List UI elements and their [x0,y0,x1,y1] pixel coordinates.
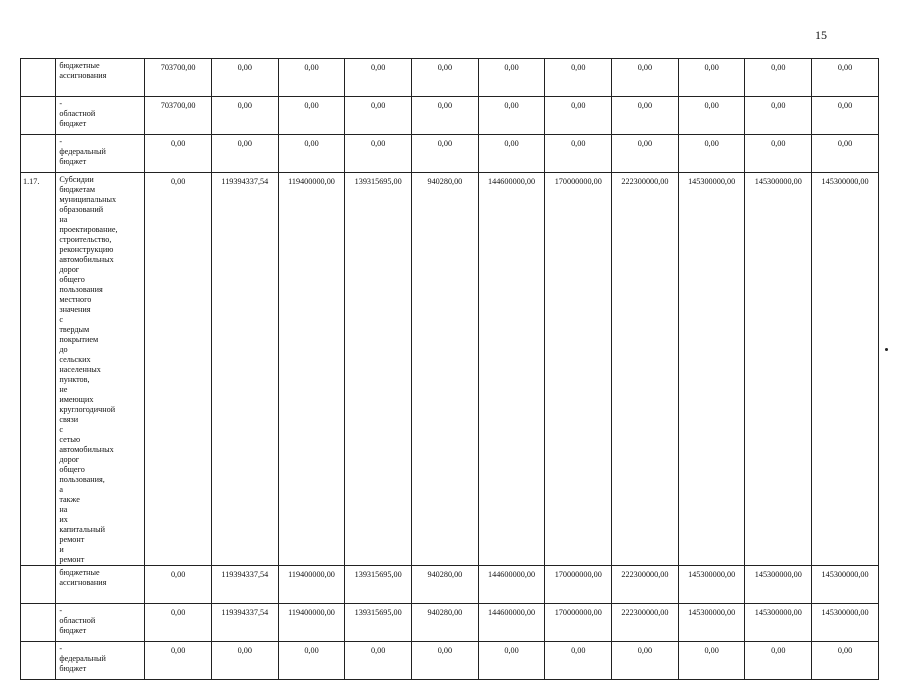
value-cell: 0,00 [412,642,479,680]
value-cell: 940280,00 [412,173,479,566]
value-cell: 139315695,00 [345,173,412,566]
value-cell: 0,00 [545,135,612,173]
row-name-word: ремонт [59,535,85,544]
row-name-word: с [59,425,63,434]
row-name-line [59,137,141,157]
value-cell: 119394337,54 [211,173,278,566]
row-name-word: федеральный [59,147,106,156]
value-cell: 0,00 [478,642,545,680]
value-cell: 0,00 [345,642,412,680]
row-name-word: областной [59,616,96,625]
value-cell: 0,00 [612,59,679,97]
budget-table [20,58,879,680]
table-row [21,642,879,680]
value-cell: 0,00 [145,642,212,680]
table-row [21,604,879,642]
value-cell: 0,00 [412,97,479,135]
row-name-word: общего [59,275,85,284]
value-cell: 145300000,00 [678,173,745,566]
value-cell: 170000000,00 [545,604,612,642]
value-cell: 0,00 [145,566,212,604]
value-cell: 0,00 [678,97,745,135]
row-name-cell [56,97,145,135]
value-cell: 0,00 [145,135,212,173]
row-name-cell [56,59,145,97]
value-cell: 0,00 [211,97,278,135]
row-name-word: дорог [59,265,80,274]
value-cell: 145300000,00 [678,604,745,642]
row-name-cell [56,604,145,642]
value-cell: 145300000,00 [812,566,879,604]
row-name-word: на [59,215,68,224]
value-cell: 145300000,00 [745,173,812,566]
page-number: 15 [815,28,827,42]
row-name-line [59,535,141,565]
row-name-word: пунктов, [59,375,90,384]
value-cell: 0,00 [745,97,812,135]
row-name-cell [56,566,145,604]
row-name-word: общего [59,465,85,474]
value-cell: 0,00 [612,642,679,680]
row-name-line: сельских [59,355,91,364]
row-name-word: сетью [59,435,81,444]
row-name-line: бюджет [59,626,87,635]
table-row [21,97,879,135]
value-cell: 0,00 [745,135,812,173]
row-name-word: - [59,137,63,146]
row-name-line [59,415,141,445]
value-cell: 0,00 [478,59,545,97]
row-name-word: также [59,495,80,504]
value-cell: 0,00 [345,135,412,173]
row-name-word: значения [59,305,91,314]
row-name-line: строительство, [59,235,112,244]
row-name-word: до [59,345,68,354]
value-cell: 0,00 [345,97,412,135]
row-name-line: круглогодичной [59,405,116,414]
row-name-word: на [59,505,68,514]
row-index-cell [21,566,56,604]
value-cell: 0,00 [211,642,278,680]
value-cell: 170000000,00 [545,566,612,604]
row-name-line [59,606,141,626]
value-cell: 0,00 [745,59,812,97]
row-name-line [59,335,141,355]
row-name-line [59,455,141,475]
value-cell: 119400000,00 [278,566,345,604]
value-cell: 145300000,00 [745,604,812,642]
row-name-line: населенных [59,365,101,374]
value-cell: 0,00 [211,135,278,173]
value-cell: 0,00 [545,642,612,680]
value-cell: 170000000,00 [545,173,612,566]
row-name-word: - [59,99,63,108]
value-cell: 0,00 [211,59,278,97]
value-cell: 0,00 [678,59,745,97]
row-name-line [59,475,141,495]
row-name-line: бюджетные [59,568,100,577]
row-index-cell [21,642,56,680]
row-name-line: пользования [59,285,103,294]
row-name-line: ассигнования [59,71,107,80]
value-cell: 0,00 [412,59,479,97]
row-name-line [59,295,141,315]
value-cell: 0,00 [812,642,879,680]
value-cell: 222300000,00 [612,604,679,642]
value-cell: 940280,00 [412,604,479,642]
value-cell: 145300000,00 [745,566,812,604]
row-name-line: имеющих [59,395,94,404]
row-name-line: автомобильных [59,255,114,264]
row-name-word: твердым [59,325,90,334]
value-cell: 144600000,00 [478,566,545,604]
value-cell: 0,00 [545,97,612,135]
row-name-line [59,375,141,395]
value-cell: 0,00 [145,604,212,642]
row-name-line [59,99,141,119]
value-cell: 0,00 [278,642,345,680]
row-name-word: покрытием [59,335,99,344]
value-cell: 119394337,54 [211,566,278,604]
row-name-line: бюджет [59,157,87,166]
value-cell: 144600000,00 [478,604,545,642]
value-cell: 940280,00 [412,566,479,604]
value-cell: 0,00 [412,135,479,173]
value-cell: 703700,00 [145,59,212,97]
row-name-line [59,644,141,664]
value-cell: 119400000,00 [278,604,345,642]
value-cell: 0,00 [745,642,812,680]
row-index-cell [21,604,56,642]
row-name-word: ремонт [59,555,85,564]
row-name-word: - [59,644,63,653]
row-name-word: образований [59,205,104,214]
row-name-line: капитальный [59,525,105,534]
row-name-line: муниципальных [59,195,117,204]
scan-mark [885,348,888,351]
value-cell: 0,00 [278,135,345,173]
row-name-word: а [59,485,63,494]
row-name-cell [56,173,145,566]
value-cell: 222300000,00 [612,173,679,566]
row-name-word: местного [59,295,92,304]
row-name-cell [56,642,145,680]
row-index-cell [21,135,56,173]
row-index-cell [21,59,56,97]
row-name-line [59,315,141,335]
value-cell: 703700,00 [145,97,212,135]
row-name-line: бюджетные [59,61,100,70]
row-name-word: пользования, [59,475,105,484]
value-cell: 139315695,00 [345,566,412,604]
value-cell: 0,00 [145,173,212,566]
value-cell: 0,00 [812,97,879,135]
value-cell: 119400000,00 [278,173,345,566]
row-name-word: не [59,385,68,394]
row-name-line: бюджетам [59,185,96,194]
value-cell: 139315695,00 [345,604,412,642]
value-cell: 0,00 [678,135,745,173]
value-cell: 0,00 [812,59,879,97]
value-cell: 119394337,54 [211,604,278,642]
value-cell: 145300000,00 [812,173,879,566]
row-name-word: с [59,315,63,324]
value-cell: 145300000,00 [812,604,879,642]
row-name-word: областной [59,109,96,118]
table-row [21,566,879,604]
value-cell: 0,00 [545,59,612,97]
row-name-line: Субсидии [59,175,94,184]
row-name-line [59,265,141,285]
value-cell: 0,00 [612,135,679,173]
row-index-cell: 1.17. [21,173,56,566]
table-row [21,59,879,97]
row-name-line: бюджет [59,664,87,673]
row-name-line: автомобильных [59,445,114,454]
value-cell: 0,00 [278,97,345,135]
value-cell: 0,00 [278,59,345,97]
value-cell: 0,00 [678,642,745,680]
row-name-line: проектирование, [59,225,118,234]
row-name-line: реконструкцию [59,245,114,254]
row-name-line: ассигнования [59,578,107,587]
row-name-word: их [59,515,68,524]
row-name-line [59,205,141,225]
row-name-word: федеральный [59,654,106,663]
row-name-word: и [59,545,64,554]
value-cell: 222300000,00 [612,566,679,604]
row-index-cell [21,97,56,135]
value-cell: 144600000,00 [478,173,545,566]
value-cell: 0,00 [612,97,679,135]
value-cell: 0,00 [478,97,545,135]
table-body [21,59,879,680]
table-row [21,173,879,566]
row-name-word: дорог [59,455,80,464]
row-name-word: - [59,606,63,615]
row-name-word: связи [59,415,79,424]
value-cell: 0,00 [478,135,545,173]
value-cell: 0,00 [812,135,879,173]
row-name-line: бюджет [59,119,87,128]
row-name-cell [56,135,145,173]
table-row [21,135,879,173]
row-name-line [59,495,141,525]
value-cell: 145300000,00 [678,566,745,604]
value-cell: 0,00 [345,59,412,97]
